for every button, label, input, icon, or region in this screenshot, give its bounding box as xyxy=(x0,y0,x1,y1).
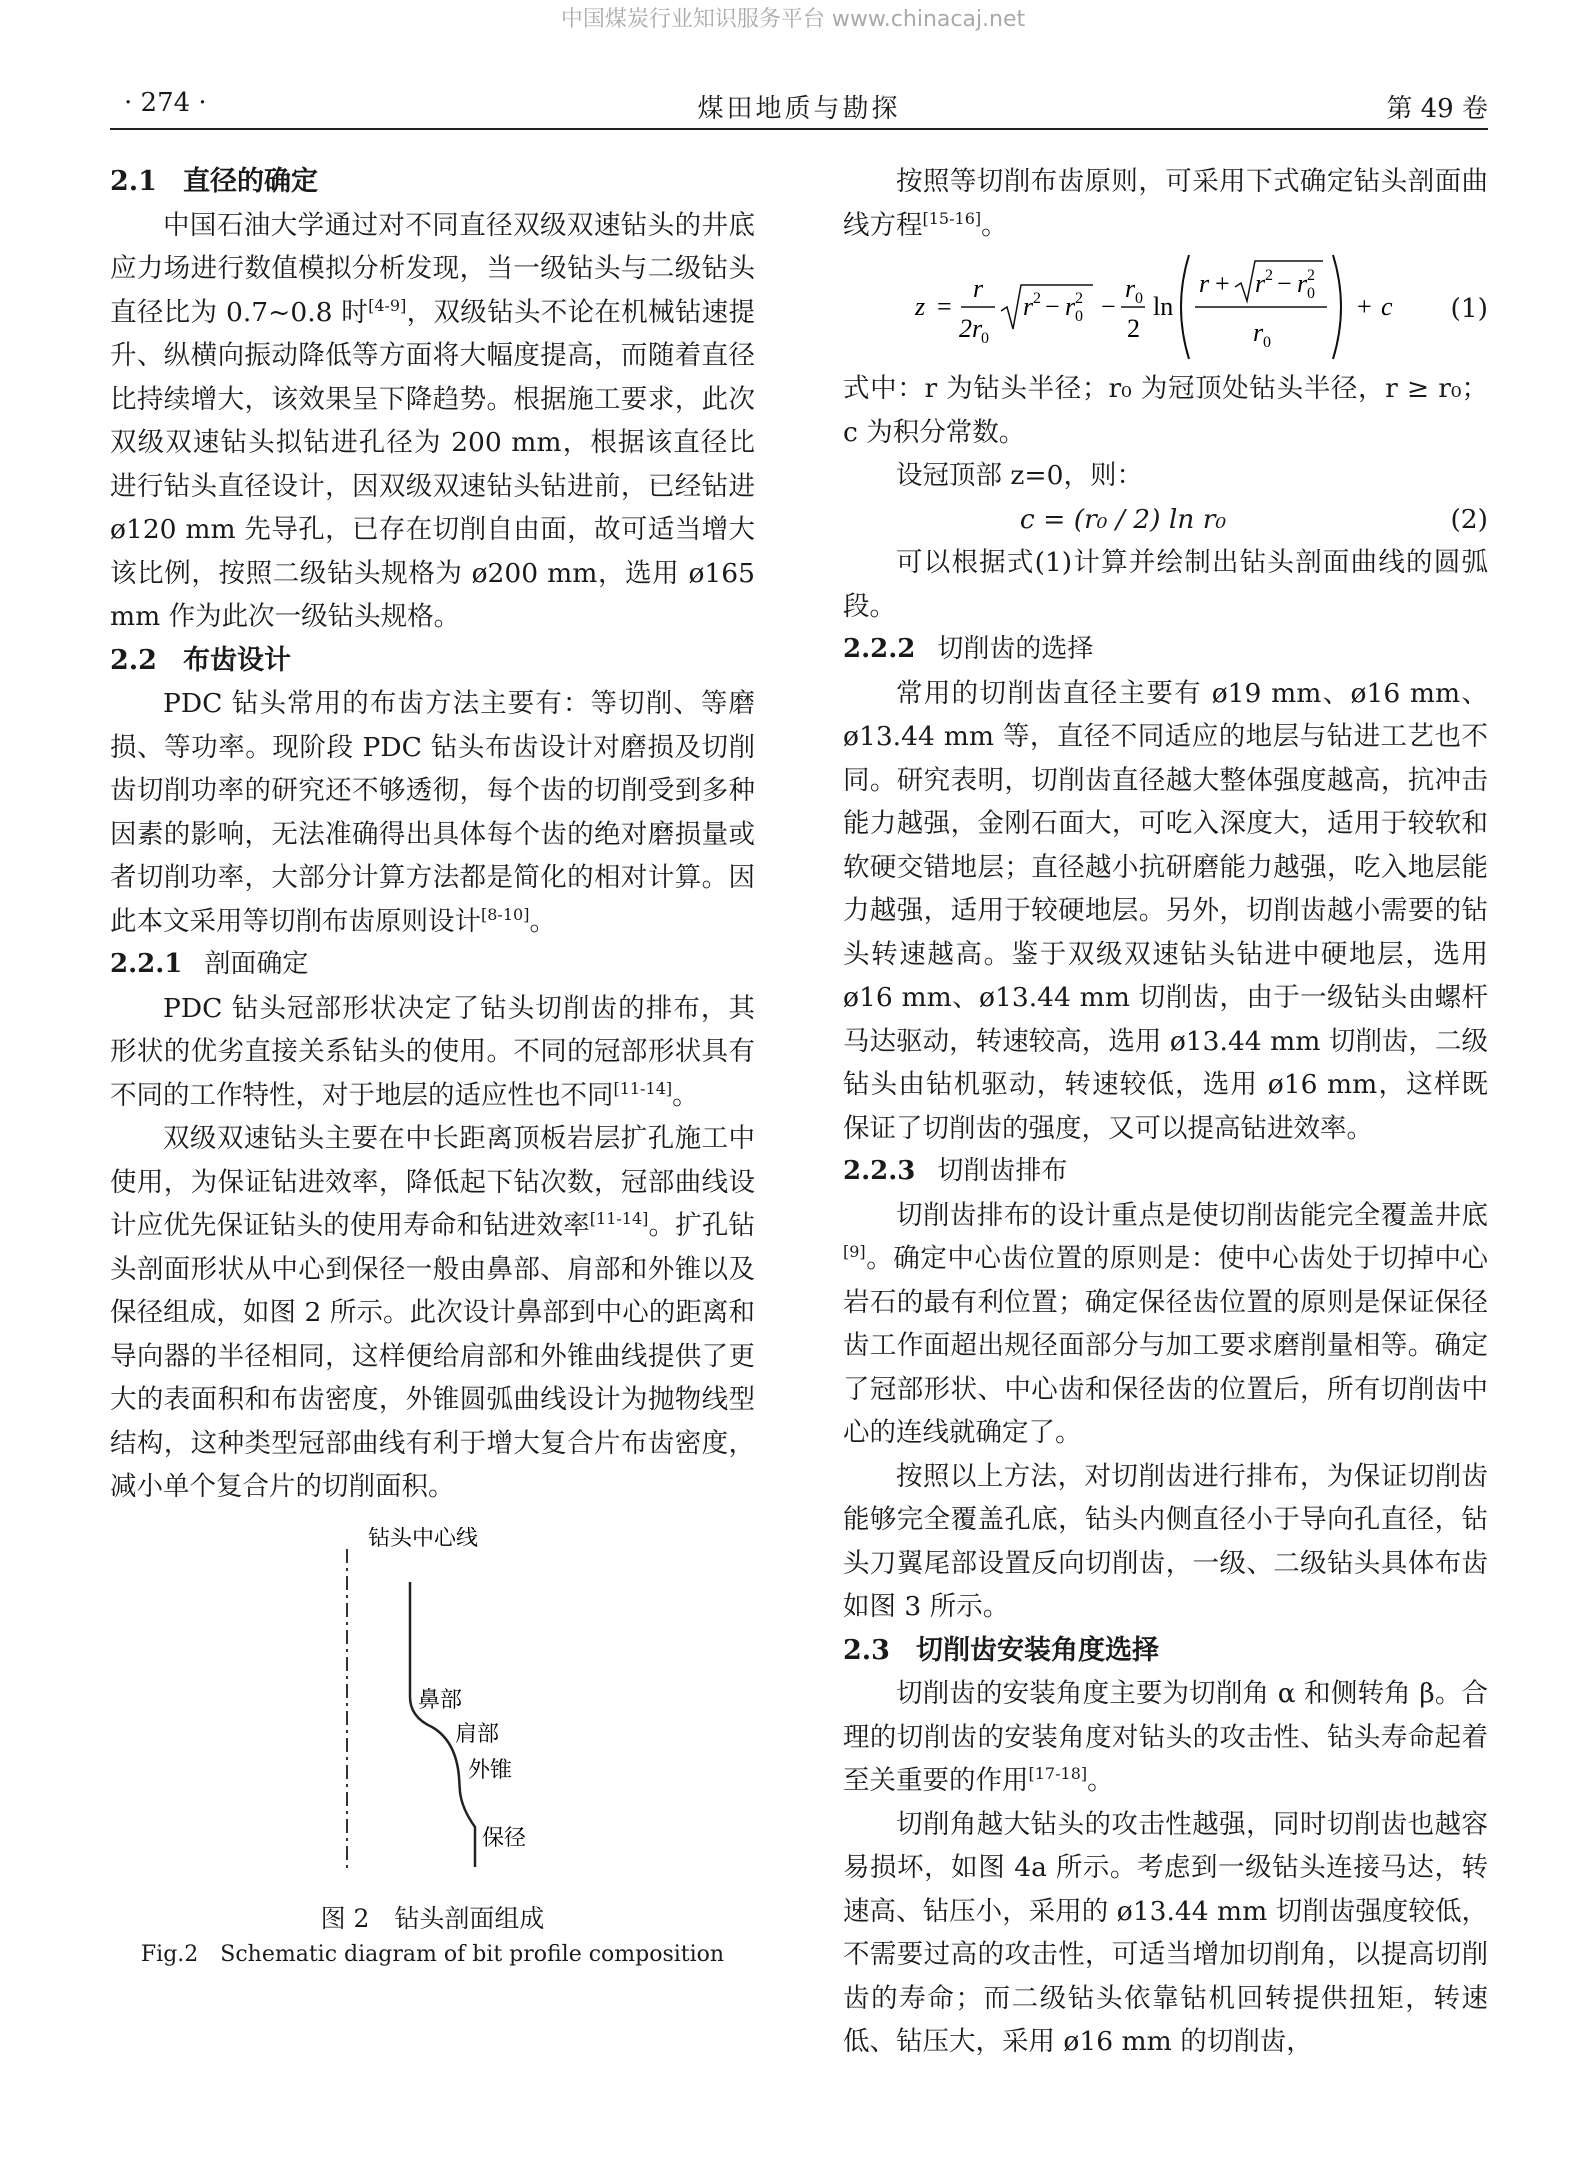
paragraph: 按照以上方法，对切削齿进行排布，为保证切削齿能够完全覆盖孔底，钻头内侧直径小于导向孔直径，钻头刀翼尾部设置反向切削齿，一级、二级钻头具体布齿如图 3 所示。 xyxy=(843,1460,1488,1622)
svg-text:0: 0 xyxy=(1075,308,1083,325)
paragraph: 切削齿排布的设计重点是使切削齿能完全覆盖井底[9]。确定中心齿位置的原则是：使中心齿处于切掉中心岩石的最有利位置；确定保径齿位置的原则是保证保径齿工作面超出规径面部分与加工要求磨削量相等。确定了冠部形状、中心齿和保径齿的位置后，所有切削齿中心的连线就确定了。 xyxy=(843,1199,1488,1448)
equation-1-formula xyxy=(843,247,1403,367)
citation: [8-10] xyxy=(481,904,530,924)
right-column xyxy=(843,160,1488,2064)
citation: [15-16] xyxy=(922,208,982,228)
svg-text:+: + xyxy=(1357,292,1372,321)
svg-text:z: z xyxy=(915,292,926,321)
svg-text:2: 2 xyxy=(1307,267,1315,284)
equation-1 xyxy=(843,247,1488,367)
paragraph: 可以根据式(1)计算并绘制出钻头剖面曲线的圆弧段。 xyxy=(843,547,1488,622)
citation: [17-18] xyxy=(1028,1764,1088,1784)
subsection-heading: 2.2.2 切削齿的选择 xyxy=(843,634,1094,664)
paragraph: 按照等切削布齿原则，可采用下式确定钻头剖面曲线方程[15-16]。 xyxy=(843,166,1488,241)
svg-text:0: 0 xyxy=(1135,290,1143,307)
label-shoulder: 肩部 xyxy=(455,1721,500,1747)
paragraph: 式中：r 为钻头半径；r₀ 为冠顶处钻头半径，r ≥ r₀；c 为积分常数。 xyxy=(843,373,1488,448)
svg-text:r: r xyxy=(1023,292,1034,321)
paragraph: 常用的切削齿直径主要有 ø19 mm、ø16 mm、ø13.44 mm 等，直径不同适应的地层与钻进工艺也不同。研究表明，切削齿直径越大整体强度越高，抗冲击能力越强，金刚石面大，可吃入深度大，适用于较软和软硬交错地层；直径越小抗研磨能力越强，吃入地层能力越强，适用于较硬地层。另外，切削齿越小需要的钻头转速越高。鉴于双级双速钻头钻进中硬地层，选用 ø16 mm、ø13.44 mm 切削齿，由于一级钻头由螺杆马达驱动，转速较高，选用 ø13.44 mm 切削齿，二级钻头由钻机驱动，转速较低，选用 ø16 mm，这样既保证了切削齿的强度，又可以提高钻进效率。 xyxy=(843,677,1488,1144)
svg-text:−: − xyxy=(1277,269,1292,298)
paragraph: 双级双速钻头主要在中长距离顶板岩层扩孔施工中使用，为保证钻进效率，降低起下钻次数，冠部曲线设计应优先保证钻头的使用寿命和钻进效率[11-14]。扩孔钻头剖面形状从中心到保径一般由鼻部、肩部和外锥以及保径组成，如图 2 所示。此次设计鼻部到中心的距离和导向器的半径相同，这样便给肩部和外锥曲线提供了更大的表面积和布齿密度，外锥圆弧曲线设计为抛物线型结构，这种类型冠部曲线有利于增大复合片布齿密度，减小单个复合片的切削面积。 xyxy=(110,1123,756,1502)
subsection-heading: 2.2.3 切削齿排布 xyxy=(843,1156,1068,1186)
citation: [11-14] xyxy=(613,1078,673,1098)
label-gauge: 保径 xyxy=(482,1825,527,1851)
svg-text:c: c xyxy=(1381,292,1393,321)
svg-text:=: = xyxy=(937,292,952,321)
svg-text:r: r xyxy=(1199,269,1210,298)
svg-text:ln: ln xyxy=(1153,292,1174,321)
svg-text:r: r xyxy=(1125,274,1136,303)
svg-text:2: 2 xyxy=(1265,267,1273,284)
paragraph: 设冠顶部 z=0，则： xyxy=(896,460,1143,491)
svg-text:−: − xyxy=(1101,292,1116,321)
equation-number: (2) xyxy=(1450,503,1488,535)
left-column xyxy=(110,160,755,1967)
section-heading: 2.3 切削齿安装角度选择 xyxy=(843,1634,1159,1666)
bit-profile-diagram xyxy=(110,1527,755,1887)
label-cone: 外锥 xyxy=(468,1757,513,1783)
figure-2 xyxy=(110,1527,755,1967)
paragraph: PDC 钻头冠部形状决定了钻头切削齿的排布，其形状的优劣直接关系钻头的使用。不同的冠部形状具有不同的工作特性，对于地层的适应性也不同[11-14]。 xyxy=(110,992,755,1111)
paragraph: 切削角越大钻头的攻击性越强，同时切削齿也越容易损坏，如图 4a 所示。考虑到一级钻头连接马达，转速高、钻压小，采用的 ø13.44 mm 切削齿强度较低，不需要过高的攻击性，可适当增加切削角，以提高切削齿的寿命；而二级钻头依靠钻机回转提供扭矩，转速低、钻压大，采用 ø16 mm 的切削齿， xyxy=(843,1808,1488,2057)
svg-text:+: + xyxy=(1215,269,1230,298)
label-nose: 鼻部 xyxy=(418,1687,463,1713)
citation: [9] xyxy=(843,1242,866,1262)
equation-2 xyxy=(843,498,1488,542)
watermark: 中国煤炭行业知识服务平台 www.chinacaj.net xyxy=(560,7,1026,32)
svg-text:0: 0 xyxy=(1307,285,1315,302)
svg-text:2: 2 xyxy=(1075,290,1083,307)
citation: [4-9] xyxy=(368,295,407,315)
paragraph: PDC 钻头常用的布齿方法主要有：等切削、等磨损、等功率。现阶段 PDC 钻头布齿设计对磨损及切削齿切削功率的研究还不够透彻，每个齿的切削受到多种因素的影响，无法准确得出具体每个齿的绝对磨损量或者切削功率，大部分计算方法都是简化的相对计算。因此本文采用等切削布齿原则设计[8-10]。 xyxy=(110,688,755,937)
section-heading: 2.1 直径的确定 xyxy=(110,166,318,197)
page-number: · 274 · xyxy=(124,88,207,118)
label-center-line: 钻头中心线 xyxy=(368,1526,479,1551)
paragraph: 中国石油大学通过对不同直径双级双速钻头的井底应力场进行数值模拟分析发现，当一级钻头与二级钻头直径比为 0.7~0.8 时[4-9]，双级钻头不论在机械钻速提升、纵横向振动降低等方面将大幅度提高，而随着直径比持续增大，该效果呈下降趋势。根据施工要求，此次双级双速钻头拟钻进孔径为 200 mm，根据该直径比进行钻头直径设计，因双级双速钻头钻进前，已经钻进 ø120 mm 先导孔，已存在切削自由面，故可适当增大该比例，按照二级钻头规格为 ø200 mm，选用 ø165 mm 作为此次一级钻头规格。 xyxy=(110,209,756,632)
journal-name: 煤田地质与勘探 xyxy=(697,94,901,124)
page-header xyxy=(110,88,1488,128)
svg-text:r: r xyxy=(1255,269,1266,298)
svg-text:r: r xyxy=(1297,269,1308,298)
figure-caption-en: Fig.2 Schematic diagram of bit profile composition xyxy=(140,1942,725,1967)
header-rule xyxy=(110,128,1488,130)
svg-text:0: 0 xyxy=(1263,334,1271,351)
svg-text:2: 2 xyxy=(1033,290,1041,307)
svg-text:r: r xyxy=(1065,292,1076,321)
subsection-heading: 2.2.1 剖面确定 xyxy=(110,949,309,979)
figure-caption-cn: 图 2 钻头剖面组成 xyxy=(320,1904,545,1933)
section-heading: 2.2 布齿设计 xyxy=(110,644,291,676)
volume-label: 第 49 卷 xyxy=(1386,94,1488,124)
svg-text:0: 0 xyxy=(981,330,989,347)
citation: [11-14] xyxy=(589,1209,649,1229)
svg-text:2: 2 xyxy=(1127,314,1140,343)
paragraph: 切削齿的安装角度主要为切削角 α 和侧转角 β。合理的切削齿的安装角度对钻头的攻击性、钻头寿命起着至关重要的作用[17-18]。 xyxy=(843,1678,1488,1796)
svg-text:−: − xyxy=(1045,292,1060,321)
equation-number: (1) xyxy=(1450,293,1488,324)
svg-text:r: r xyxy=(1253,318,1264,347)
equation-2-formula: c = (r₀ / 2) ln r₀ xyxy=(1019,503,1227,535)
svg-text:r: r xyxy=(973,274,984,303)
svg-text:2r: 2r xyxy=(959,314,983,343)
